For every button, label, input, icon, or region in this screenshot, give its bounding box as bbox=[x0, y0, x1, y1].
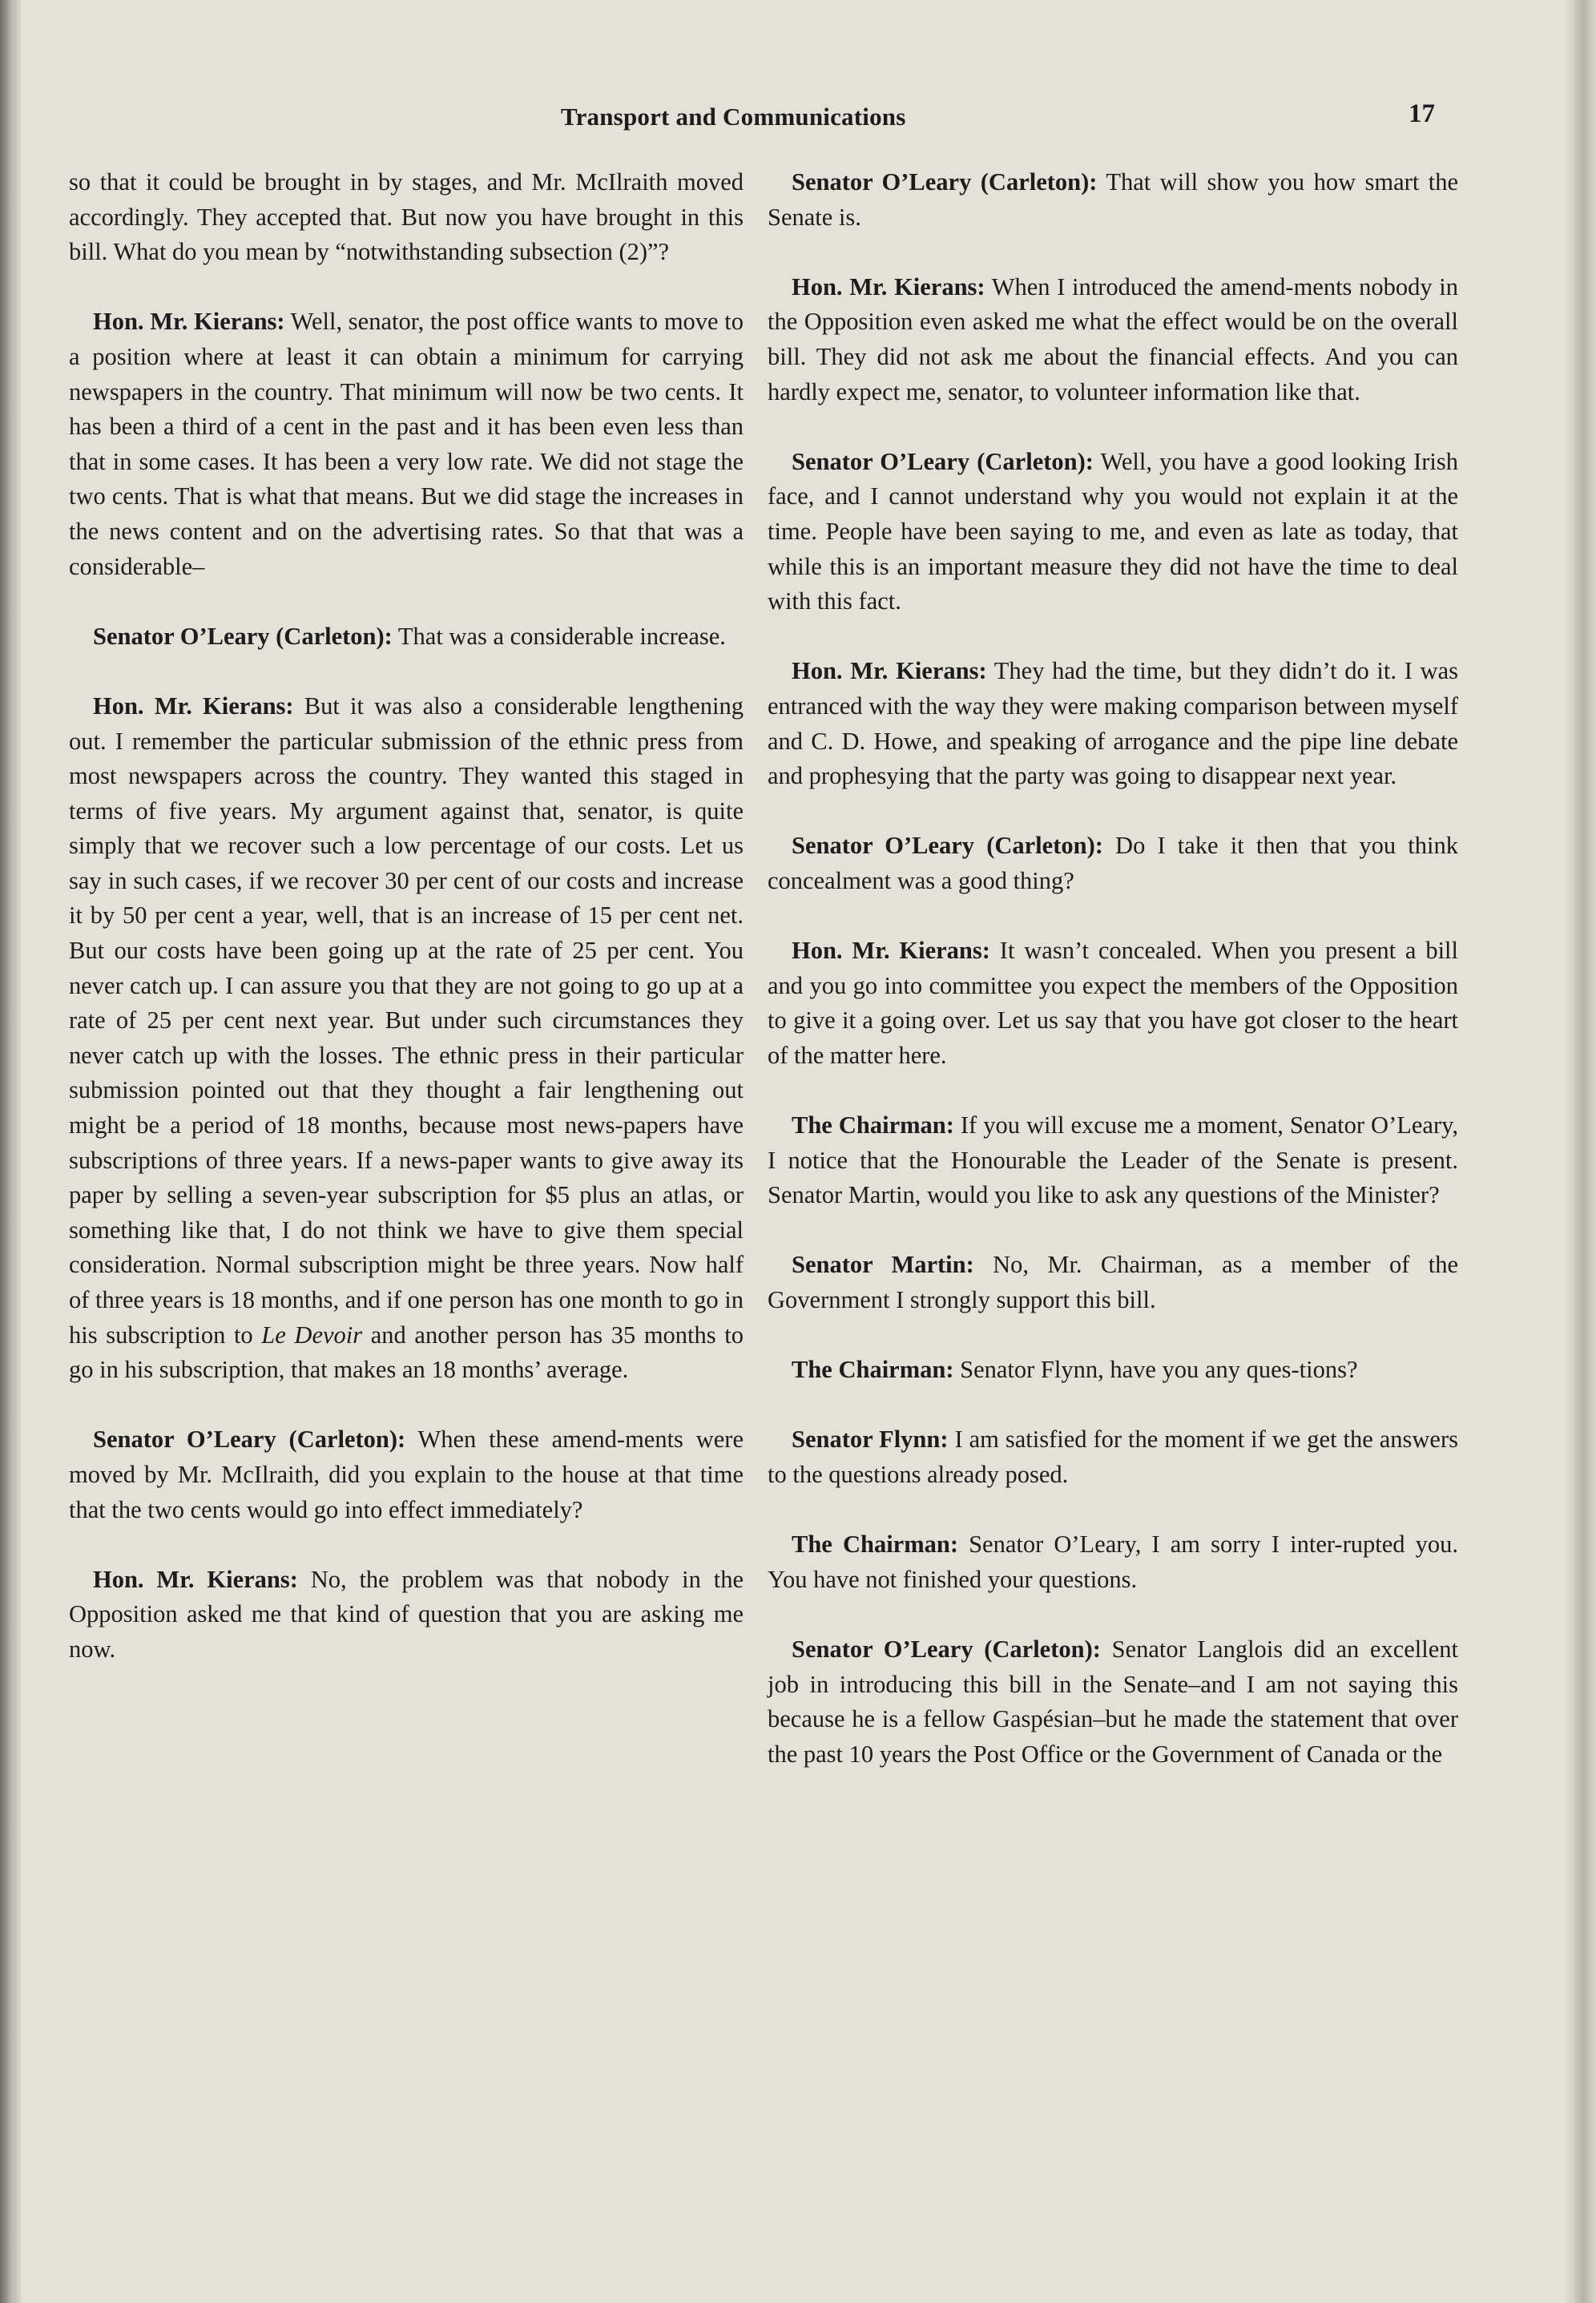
speaker-name: Senator O’Leary (Carleton): bbox=[93, 622, 393, 650]
speech-text: Senator O’Leary, I am sorry I inter-rupted you. You have not finished your questions. bbox=[768, 1531, 1458, 1593]
paragraph bbox=[768, 654, 1458, 793]
speech-text: No, the problem was that nobody in the Opposition asked me that kind of question that you are asking me now. bbox=[69, 1565, 744, 1663]
page-binding-shadow bbox=[0, 0, 21, 2303]
speaker-name: Hon. Mr. Kierans: bbox=[792, 657, 987, 685]
speech-text: so that it could be brought in by stages, and Mr. McIlraith moved accordingly. They accepted that. But now you have brought in this bill. What do you mean by “notwithstanding subsection (2)”? bbox=[69, 168, 744, 266]
speech-text: If you will excuse me a moment, Senator O’Leary, I notice that the Honourable the Leader of the Senate is present. Senator Martin, would you like to ask any questions of the Minister? bbox=[768, 1111, 1458, 1209]
speech-text: and another person has 35 months to go in his subscription, that makes an 18 months’ average. bbox=[69, 1321, 744, 1384]
paragraph bbox=[768, 1353, 1458, 1388]
speaker-name: Hon. Mr. Kierans: bbox=[792, 272, 985, 300]
speaker-name: Senator Flynn: bbox=[792, 1426, 949, 1454]
paragraph bbox=[69, 305, 744, 584]
paragraph bbox=[69, 1422, 744, 1527]
paragraph bbox=[69, 165, 744, 270]
running-header bbox=[0, 99, 1596, 139]
left-column bbox=[69, 165, 744, 1702]
paragraph bbox=[768, 1632, 1458, 1772]
speech-text: It wasn’t concealed. When you present a bill and you go into committee you expect the members of the Opposition to give it a going over. Let us say that you have got closer to the heart of the matter here. bbox=[768, 937, 1458, 1069]
newspaper-title: Le Devoir bbox=[261, 1321, 363, 1349]
speaker-name: The Chairman: bbox=[792, 1356, 954, 1384]
page-number: 17 bbox=[1409, 99, 1435, 128]
speech-text: Well, senator, the post office wants to move to a position where at least it can obtain a minimum for carrying newspapers in the country. That minimum will now be two cents. It has been a third of a cent in the past and it has been even less than that in some cases. It has been a very low rate. We did not stage the two cents. That is what that means. But we did stage the increases in the news content and on the advertising rates. So that that was a considerable– bbox=[69, 308, 744, 580]
speaker-name: Hon. Mr. Kierans: bbox=[93, 308, 285, 336]
paragraph bbox=[768, 1248, 1458, 1317]
speaker-name: Senator O’Leary (Carleton): bbox=[792, 1635, 1101, 1663]
paragraph bbox=[768, 1527, 1458, 1597]
speech-text: I am satisfied for the moment if we get the answers to the questions already posed. bbox=[768, 1426, 1458, 1488]
speech-text: Do I take it then that you think concealment was a good thing? bbox=[768, 832, 1459, 894]
speech-text: That will show you how smart the Senate is. bbox=[768, 168, 1458, 231]
speaker-name: Senator O’Leary (Carleton): bbox=[93, 1426, 406, 1454]
paragraph bbox=[768, 270, 1458, 409]
speech-text: That was a considerable increase. bbox=[392, 622, 726, 650]
speech-text: Senator Langlois did an excellent job in introducing this bill in the Senate–and I am not saying this because he is a fellow Gaspésian–but he made the statement that over the past 10 years the Post Office or the Government of Canada or the bbox=[768, 1635, 1458, 1768]
speech-text: When I introduced the amend-ments nobody in the Opposition even asked me what the effect would be on the overall bill. They did not ask me about the financial effects. And you can hardly expect me, senator, to volunteer information like that. bbox=[768, 272, 1458, 405]
speech-text: When these amend-ments were moved by Mr. McIlraith, did you explain to the house at that time that the two cents would go into effect immediately? bbox=[69, 1426, 744, 1523]
speaker-name: Senator O’Leary (Carleton): bbox=[792, 447, 1094, 475]
speaker-name: Senator Martin: bbox=[792, 1251, 974, 1279]
paragraph bbox=[768, 934, 1458, 1073]
speaker-name: Hon. Mr. Kierans: bbox=[792, 937, 990, 965]
speech-text: Senator Flynn, have you any ques-tions? bbox=[953, 1356, 1358, 1384]
paragraph bbox=[768, 1108, 1458, 1213]
running-title: Transport and Communications bbox=[561, 103, 906, 131]
speaker-name: Senator O’Leary (Carleton): bbox=[792, 832, 1103, 860]
speaker-name: The Chairman: bbox=[792, 1111, 954, 1139]
paragraph bbox=[768, 165, 1458, 235]
speech-text: No, Mr. Chairman, as a member of the Government I strongly support this bill. bbox=[768, 1251, 1458, 1313]
paragraph bbox=[768, 829, 1458, 898]
paragraph bbox=[69, 1563, 744, 1668]
right-column bbox=[768, 165, 1458, 1807]
speech-text: They had the time, but they didn’t do it. I was entranced with the way they were making comparison between myself and C. D. Howe, and speaking of arrogance and the pipe line debate and prophesying that the party was going to disappear next year. bbox=[768, 657, 1458, 790]
paragraph bbox=[69, 619, 744, 655]
page-edge-shadow bbox=[1564, 0, 1596, 2303]
paragraph bbox=[768, 445, 1458, 619]
paragraph bbox=[768, 1422, 1458, 1492]
paragraph bbox=[69, 689, 744, 1388]
speaker-name: Hon. Mr. Kierans: bbox=[93, 692, 294, 720]
speaker-name: Senator O’Leary (Carleton): bbox=[792, 168, 1098, 196]
speaker-name: Hon. Mr. Kierans: bbox=[93, 1565, 298, 1593]
speaker-name: The Chairman: bbox=[792, 1531, 958, 1559]
speech-text: But it was also a considerable lengthening out. I remember the particular submission of the ethnic press from most newspapers across the country. They wanted this staged in terms of five years. My argument against that, senator, is quite simply that we recover such a low percentage of our costs. Let us say in such cases, if we recover 30 per cent of our costs and increase it by 50 per cent a year, well, that is an increase of 15 per cent net. But our costs have been going up at the rate of 25 per cent. You never catch up. I can assure you that they are not going to go up at a rate of 25 per cent next year. But under such circumstances they never catch up with the losses. The ethnic press in their particular submission pointed out that they thought a fair lengthening out might be a period of 18 months, because most news-papers have subscriptions of three years. If a news-paper wants to give away its paper by selling a seven-year subscription for $5 plus an atlas, or something like that, I do not think we have to give them special consideration. Normal subscription might be three years. Now half of three years is 18 months, and if one person has one month to go in his subscription to bbox=[69, 692, 744, 1349]
speech-text: Well, you have a good looking Irish face, and I cannot understand why you would not explain it at the time. People have been saying to me, and even as late as today, that while this is an important measure they did not have the time to deal with this fact. bbox=[768, 447, 1458, 615]
